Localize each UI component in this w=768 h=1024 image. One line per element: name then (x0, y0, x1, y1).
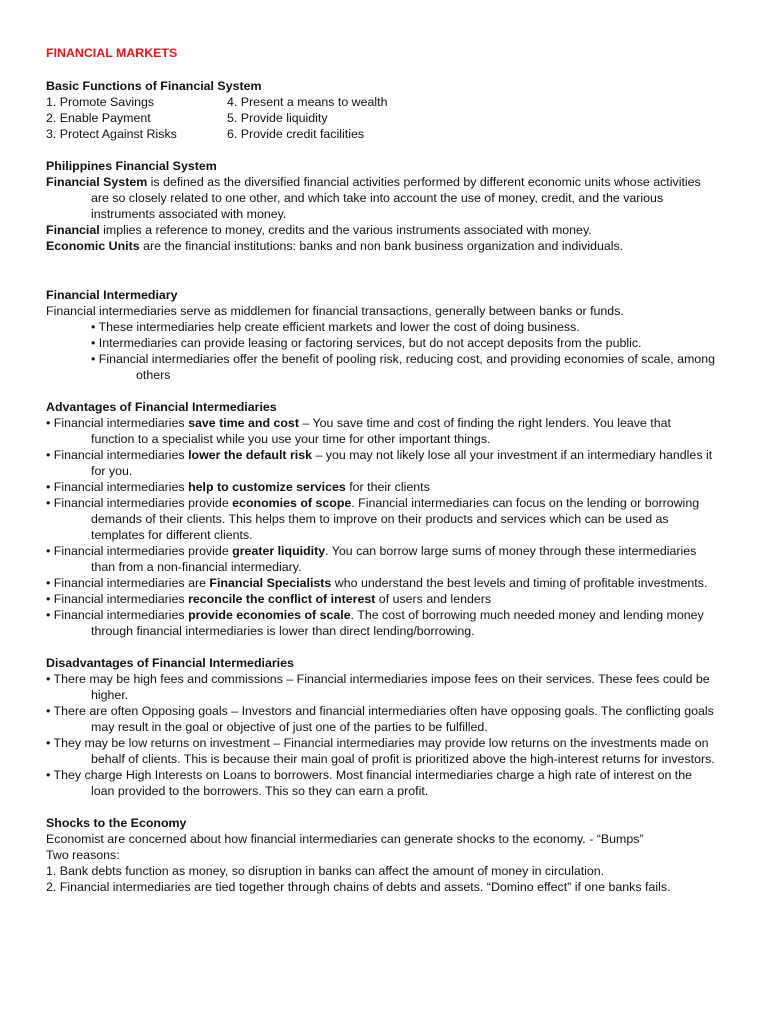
bullet-item: • These intermediaries help create efficient markets and lower the cost of doing business. (91, 320, 580, 334)
advantage-item (46, 543, 696, 559)
basic-functions-row (46, 94, 388, 110)
advantage-continuation: templates for different clients. (91, 528, 253, 542)
bullet-item: • Intermediaries can provide leasing or factoring services, but do not accept deposits from the public. (91, 336, 642, 350)
definition: are the financial institutions: banks and non bank business organization and individuals. (139, 239, 624, 253)
advantage-item (46, 479, 430, 495)
text: • Financial intermediaries (46, 480, 189, 494)
term: Financial System (46, 175, 148, 189)
philippines-heading: Philippines Financial System (46, 159, 217, 173)
shocks-heading: Shocks to the Economy (46, 816, 187, 830)
shocks-text: Economist are concerned about how financial intermediaries can generate shocks to the economy. - “Bumps” (46, 832, 644, 846)
disadvantage-continuation: higher. (91, 688, 129, 702)
text: • Financial intermediaries (46, 416, 189, 430)
text: • Financial intermediaries (46, 448, 189, 462)
shocks-reason: 2. Financial intermediaries are tied together through chains of debts and assets. “Domino effect” if one banks fails. (46, 880, 671, 894)
bullet-continuation: others (136, 368, 171, 382)
emphasis: lower the default risk (188, 448, 313, 462)
emphasis: greater liquidity (232, 544, 326, 558)
disadvantage-item: • There may be high fees and commissions – Financial intermediaries impose fees on their services. These fees could be (46, 672, 710, 686)
text: – You save time and cost of finding the right lenders. You leave that (298, 416, 671, 430)
emphasis: provide economies of scale (188, 608, 351, 622)
text: of users and lenders (375, 592, 492, 606)
text: • Financial intermediaries are (46, 576, 210, 590)
advantage-continuation: for you. (91, 464, 133, 478)
advantage-item (46, 575, 707, 591)
document-title: FINANCIAL MARKETS (46, 46, 178, 60)
disadvantages-heading: Disadvantages of Financial Intermediaries (46, 656, 294, 670)
advantage-item (46, 495, 699, 511)
emphasis: economies of scope (232, 496, 352, 510)
emphasis: help to customize services (188, 480, 346, 494)
advantage-continuation: than from a non-financial intermediary. (91, 560, 302, 574)
intermediary-heading: Financial Intermediary (46, 288, 178, 302)
advantage-continuation: function to a specialist while you use your time for other important things. (91, 432, 491, 446)
disadvantage-continuation: behalf of clients. This is because their main goal of profit is prioritized above the high-interest returns for investors. (91, 752, 715, 766)
disadvantage-item: • There are often Opposing goals – Investors and financial intermediaries often have opposing goals. The conflicting goals (46, 704, 714, 718)
text: . Financial intermediaries can focus on the lending or borrowing (351, 496, 700, 510)
definition: is defined as the diversified financial activities performed by different economic units whose activities (147, 175, 701, 189)
basic-functions-heading: Basic Functions of Financial System (46, 79, 262, 93)
term: Economic Units (46, 239, 140, 253)
function-item: 6. Provide credit facilities (227, 127, 365, 141)
financial-system-definition (46, 174, 701, 190)
financial-definition (46, 222, 592, 238)
text: • Financial intermediaries (46, 608, 189, 622)
text: – you may not likely lose all your investment if an intermediary handles it (312, 448, 713, 462)
basic-functions-row (46, 110, 328, 126)
term: Financial (46, 223, 100, 237)
basic-functions-row (46, 126, 365, 142)
advantage-item (46, 415, 671, 431)
economic-units-definition (46, 238, 623, 254)
text: for their clients (345, 480, 430, 494)
advantage-continuation: demands of their clients. This helps them to improve on their products and services which can be used as (91, 512, 669, 526)
disadvantage-item: • They charge High Interests on Loans to borrowers. Most financial intermediaries charge a high rate of interest on the (46, 768, 693, 782)
text: who understand the best levels and timing of profitable investments. (331, 576, 708, 590)
emphasis: save time and cost (188, 416, 299, 430)
emphasis: reconcile the conflict of interest (188, 592, 376, 606)
bullet-item: • Financial intermediaries offer the benefit of pooling risk, reducing cost, and providing economies of scale, among (91, 352, 715, 366)
disadvantage-item: • They may be low returns on investment – Financial intermediaries may provide low returns on the investments made on (46, 736, 709, 750)
function-item: 4. Present a means to wealth (227, 95, 388, 109)
disadvantage-continuation: loan provided to the borrowers. This so they can earn a profit. (91, 784, 429, 798)
definition-continuation: instruments associated with money. (91, 207, 287, 221)
disadvantage-continuation: may result in the goal or objective of just one of the parties to be fulfilled. (91, 720, 488, 734)
shocks-text: Two reasons: (46, 848, 120, 862)
intermediary-intro: Financial intermediaries serve as middlemen for financial transactions, generally between banks or funds. (46, 304, 624, 318)
shocks-reason: 1. Bank debts function as money, so disruption in banks can affect the amount of money in circulation. (46, 864, 605, 878)
text: . The cost of borrowing much needed money and lending money (350, 608, 704, 622)
text: . You can borrow large sums of money through these intermediaries (325, 544, 697, 558)
definition-continuation: are so closely related to one other, and which take into account the use of money, credit, and the various (91, 191, 664, 205)
advantage-item (46, 591, 491, 607)
function-item: 5. Provide liquidity (227, 111, 328, 125)
advantages-heading: Advantages of Financial Intermediaries (46, 400, 277, 414)
function-item: 3. Protect Against Risks (46, 127, 177, 141)
advantage-item (46, 607, 704, 623)
function-item: 2. Enable Payment (46, 111, 151, 125)
text: • Financial intermediaries (46, 592, 189, 606)
definition: implies a reference to money, credits and the various instruments associated with money. (99, 223, 592, 237)
text: • Financial intermediaries provide (46, 496, 233, 510)
emphasis: Financial Specialists (209, 576, 332, 590)
advantage-continuation: through financial intermediaries is lower than direct lending/borrowing. (91, 624, 475, 638)
function-item: 1. Promote Savings (46, 95, 155, 109)
text: • Financial intermediaries provide (46, 544, 233, 558)
advantage-item (46, 447, 712, 463)
